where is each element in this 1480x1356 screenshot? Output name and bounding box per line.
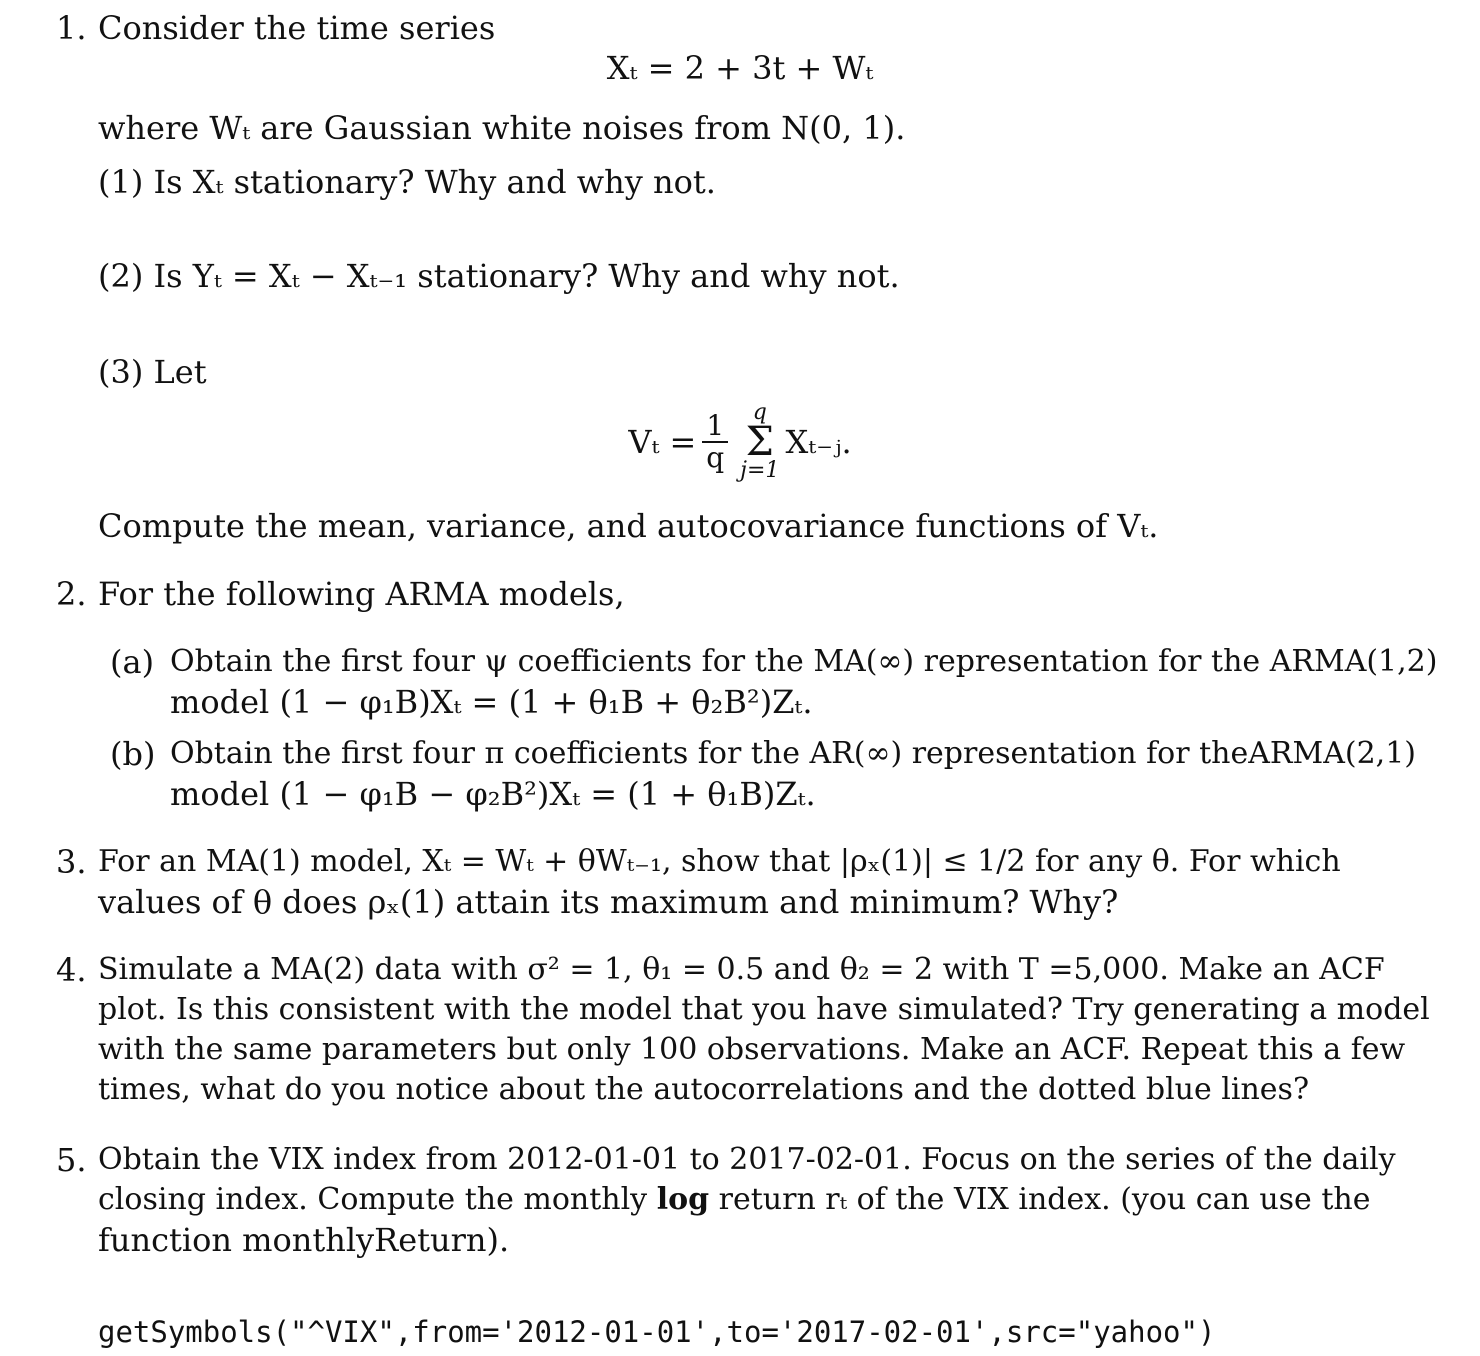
problem-3-number: 3. xyxy=(56,843,87,881)
problem-5-line-2-start: closing index. Compute the monthly xyxy=(98,1182,648,1217)
sum-lower-limit: j=1 xyxy=(740,458,780,483)
problem-2-number: 2. xyxy=(56,575,87,613)
problem-2a-line-2: model (1 − φ₁B)Xₜ = (1 + θ₁B + θ₂B²)Zₜ. xyxy=(170,683,813,721)
vt-fraction-numerator: 1 xyxy=(702,411,728,443)
vt-summation xyxy=(740,402,779,482)
problem-1-intro: Consider the time series xyxy=(98,9,496,47)
problem-3-line-1: For an MA(1) model, Xₜ = Wₜ + θWₜ₋₁, show that |ρₓ(1)| ≤ 1/2 for any θ. For which xyxy=(98,844,1341,879)
sum-upper-limit: q xyxy=(752,400,767,425)
problem-1-equation: Xₜ = 2 + 3t + Wₜ xyxy=(606,49,874,87)
sum-sigma: Σ xyxy=(745,419,774,465)
problem-1-number: 1. xyxy=(56,9,87,47)
problem-5-line-1: Obtain the VIX index from 2012-01-01 to 2017-02-01. Focus on the series of the daily xyxy=(98,1142,1396,1177)
problem-2b-label: (b) xyxy=(110,735,156,773)
problem-4-line-1: Simulate a MA(2) data with σ² = 1, θ₁ = 0.5 and θ₂ = 2 with T =5,000. Make an ACF xyxy=(98,952,1385,987)
problem-1-question-2: (2) Is Yₜ = Xₜ − Xₜ₋₁ stationary? Why and why not. xyxy=(98,257,900,295)
problem-1-where: where Wₜ are Gaussian white noises from N(0, 1). xyxy=(98,109,906,147)
vt-lhs: Vₜ = xyxy=(628,423,697,461)
problem-5-line-2 xyxy=(98,1180,1370,1220)
problem-2b-line-2: model (1 − φ₁B − φ₂B²)Xₜ = (1 + θ₁B)Zₜ. xyxy=(170,775,816,813)
vt-equation xyxy=(560,392,920,492)
problem-1-question-3-label: (3) Let xyxy=(98,353,207,391)
problem-2a-line-1: Obtain the first four ψ coefficients for the MA(∞) representation for the ARMA(1,2) xyxy=(170,644,1438,679)
problem-4-line-4: times, what do you notice about the autocorrelations and the dotted blue lines? xyxy=(98,1072,1310,1107)
problem-1-question-1: (1) Is Xₜ stationary? Why and why not. xyxy=(98,163,716,201)
code-snippet: getSymbols("^VIX",from='2012-01-01',to='2017-02-01',src="yahoo") xyxy=(98,1315,1216,1349)
problem-4-line-3: with the same parameters but only 100 observations. Make an ACF. Repeat this a few xyxy=(98,1032,1406,1067)
problem-2-intro: For the following ARMA models, xyxy=(98,575,625,613)
problem-3-line-2: values of θ does ρₓ(1) attain its maximum and minimum? Why? xyxy=(98,883,1119,921)
vt-fraction-denominator: q xyxy=(706,441,725,474)
problem-2a-label: (a) xyxy=(110,643,155,681)
problem-1-compute: Compute the mean, variance, and autocovariance functions of Vₜ. xyxy=(98,507,1159,545)
problem-4-line-2: plot. Is this consistent with the model that you have simulated? Try generating a model xyxy=(98,992,1430,1027)
vt-rhs: Xₜ₋ⱼ. xyxy=(785,423,852,461)
problem-5-line-2-end: return rₜ of the VIX index. (you can use the xyxy=(718,1182,1371,1217)
vt-fraction xyxy=(702,411,728,473)
problem-4-number: 4. xyxy=(56,951,87,989)
problem-5-line-3: function monthlyReturn). xyxy=(98,1221,510,1259)
problem-2b-line-1: Obtain the first four π coefficients for the AR(∞) representation for theARMA(2,1) xyxy=(170,736,1416,771)
problem-5-log-bold: log xyxy=(656,1182,710,1217)
problem-5-number: 5. xyxy=(56,1141,87,1179)
